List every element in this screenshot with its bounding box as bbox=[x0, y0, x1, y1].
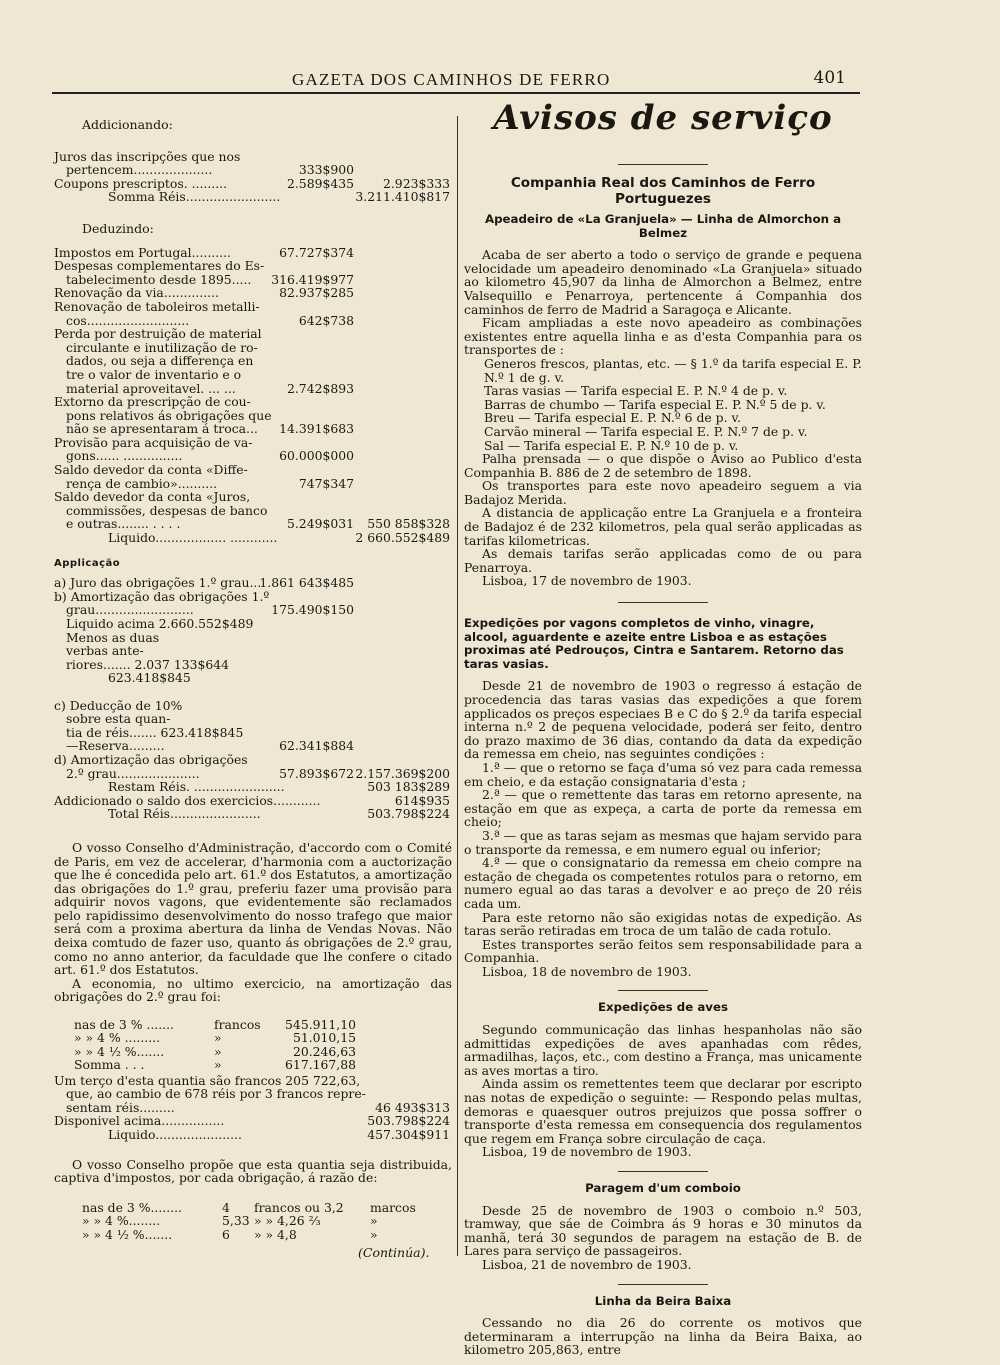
dist-francos: 4 bbox=[222, 1199, 230, 1215]
ledger-value: 316.419$977 bbox=[271, 271, 354, 287]
ledger-label: grau......................... bbox=[66, 602, 194, 618]
date-line: Lisboa, 17 de novembro de 1903. bbox=[482, 573, 692, 589]
paragraph: As demais tarifas serão applicadas como de ou para Penarroya. bbox=[464, 546, 862, 575]
conditions-list bbox=[464, 761, 862, 911]
addicionando-ledger bbox=[54, 150, 452, 204]
ledger-label: material aproveitavel. ... ... bbox=[66, 380, 236, 396]
right-column bbox=[464, 98, 862, 1358]
ledger-row bbox=[54, 531, 452, 545]
ledger-total: 2.157.369$200 bbox=[355, 765, 450, 781]
ledger-label: 623.418$845 bbox=[108, 670, 191, 686]
ledger-row bbox=[54, 685, 452, 699]
notice-heading: Paragem d'um comboio bbox=[585, 1181, 741, 1195]
economy-amount: 51.010,15 bbox=[292, 1030, 356, 1046]
dist-francos: 6 bbox=[222, 1226, 230, 1242]
ledger-row bbox=[54, 1128, 452, 1142]
ledger-label: Um terço d'esta quantia são francos 205 722,63, bbox=[54, 1072, 361, 1088]
paragraph: Os transportes para este novo apeadeiro seguem a via Badajoz Merida. bbox=[464, 478, 862, 507]
ledger-label: tia de réis....... 623.418$845 bbox=[66, 724, 244, 740]
economy-currency: » bbox=[214, 1043, 222, 1059]
ledger-value: 5.249$031 bbox=[286, 516, 354, 532]
ledger-row bbox=[54, 739, 452, 753]
dist-rate: » » 4 %........ bbox=[82, 1213, 161, 1229]
short-rule bbox=[618, 1284, 708, 1285]
ledger-value: 2.589$435 bbox=[286, 175, 354, 191]
ledger-label: cos.......................... bbox=[66, 312, 190, 328]
economy-currency: » bbox=[214, 1057, 222, 1073]
economy-currency: francos bbox=[214, 1017, 261, 1033]
short-rule bbox=[618, 602, 708, 603]
ledger-label: Extorno da prescripção de cou- bbox=[54, 394, 251, 410]
ledger-value: 82.937$285 bbox=[279, 285, 354, 301]
ledger-row bbox=[54, 259, 452, 273]
ledger-row bbox=[54, 436, 452, 450]
ledger-label: Despesas complementares do Es- bbox=[54, 258, 265, 274]
ledger-label: Menos as duas bbox=[66, 629, 160, 645]
ledger-row bbox=[54, 603, 452, 617]
economy-rate: nas de 3 % ....... bbox=[74, 1017, 174, 1033]
dist-unit: » bbox=[370, 1213, 378, 1229]
ledger-total: 2 660.552$489 bbox=[355, 530, 450, 546]
notice-heading: Expedições por vagons completos de vinho, vinagre, alcool, aguardente e azeite entre Lisboa e as estações proximas até Pedrouços, Cintra e Santarem. Retorno das taras vasias. bbox=[464, 616, 844, 671]
dist-rate: nas de 3 %........ bbox=[82, 1199, 182, 1215]
page-header bbox=[52, 68, 860, 94]
ledger-row bbox=[54, 395, 452, 409]
tariff-item: Carvão mineral — Tarifa especial E. P. N.º 7 de p. v. bbox=[484, 423, 808, 439]
ledger-label: Saldo devedor da conta «Diffe- bbox=[54, 462, 248, 478]
ledger-label: Renovação da via.............. bbox=[54, 285, 219, 301]
deduzindo-heading: Deduzindo: bbox=[82, 220, 154, 236]
ledger-row bbox=[54, 767, 452, 781]
ledger-total: 550 858$328 bbox=[367, 516, 450, 532]
ledger-label: Liquido...................... bbox=[108, 1126, 242, 1142]
ledger-label: Restam Réis. ....................... bbox=[108, 779, 285, 795]
company-heading: Companhia Real dos Caminhos de Ferro Portuguezes bbox=[510, 175, 816, 207]
section-masthead: Avisos de serviço bbox=[493, 98, 833, 138]
ledger-row bbox=[54, 807, 452, 821]
ledger-label: sentam réis......... bbox=[66, 1099, 175, 1115]
ledger-label: que, ao cambio de 678 réis por 3 francos repre- bbox=[66, 1086, 366, 1102]
ledger-row bbox=[54, 341, 452, 355]
notice-heading: Linha da Beira Baixa bbox=[594, 1293, 732, 1308]
table-row bbox=[54, 1201, 452, 1214]
ledger-row bbox=[54, 1087, 452, 1101]
paragraph: Desde 25 de novembro de 1903 o comboio n.º 503, tramway, que sáe de Coimbra ás 9 horas e 30 minutos da manhã, terá 30 segundos de paragem na estação de B. de Lares para serviço de passageiros. bbox=[464, 1202, 862, 1259]
ledger-label: e outras........ . . . . bbox=[66, 516, 181, 532]
economy-amount: 617.167,88 bbox=[285, 1057, 356, 1073]
dist-marcos-value: francos ou 3,2 bbox=[254, 1199, 344, 1215]
conselho-text bbox=[54, 841, 452, 1004]
ledger-label: Disponivel acima................ bbox=[54, 1113, 225, 1129]
short-rule bbox=[618, 990, 708, 991]
ledger-row bbox=[54, 794, 452, 808]
paragraph: Acaba de ser aberto a todo o serviço de grande e pequena velocidade um apeadeiro denominado «La Granjuela» situado ao kilometro 45,907 da linha de Almorchon a Belmez, entre Valsequillo e Penarroya, pertencente á Companhia dos caminhos de ferro de Madrid a Saragoça e Alicante. bbox=[464, 247, 862, 317]
ledger-row bbox=[54, 246, 452, 260]
distribution-table bbox=[54, 1201, 452, 1241]
applicacao-ledger bbox=[54, 576, 452, 821]
ledger-total: 3.211.410$817 bbox=[355, 189, 450, 205]
ledger-row bbox=[54, 780, 452, 794]
ledger-label: c) Deducção de 10% bbox=[54, 697, 183, 713]
ledger-label: sobre esta quan- bbox=[66, 711, 171, 727]
ledger-row bbox=[54, 354, 452, 368]
ledger-label: gons...... ............... bbox=[66, 448, 183, 464]
date-line: Lisboa, 18 de novembro de 1903. bbox=[482, 963, 692, 979]
ledger-row bbox=[54, 644, 452, 658]
paragraph: Cessando no dia 26 do corrente os motivos que determinaram a interrupção na linha da Beira Baixa, ao kilometro 205,863, entre bbox=[464, 1315, 862, 1358]
ledger-row bbox=[54, 699, 452, 713]
dist-francos: 5,33 bbox=[222, 1213, 250, 1229]
ledger-label: Renovação de taboleiros metalli- bbox=[54, 298, 260, 314]
paragraph: Palha prensada — o que dispõe o Aviso ao Publico d'esta Companhia B. 886 de 2 de setembro de 1898. bbox=[464, 451, 862, 480]
notice-body bbox=[464, 1023, 862, 1159]
table-row bbox=[54, 1228, 452, 1241]
ledger-row bbox=[54, 671, 452, 685]
tariff-item: Taras vasias — Tarifa especial E. P. N.º 4 de p. v. bbox=[484, 383, 788, 399]
ledger-row bbox=[54, 314, 452, 328]
ledger-label: b) Amortização das obrigações 1.º bbox=[54, 588, 270, 604]
date-line: Lisboa, 19 de novembro de 1903. bbox=[482, 1144, 692, 1160]
ledger-label: tre o valor de inventario e o bbox=[66, 366, 242, 382]
ledger-label: Impostos em Portugal.......... bbox=[54, 244, 231, 260]
ledger-row bbox=[54, 1074, 452, 1088]
ledger-label: 2.º grau..................... bbox=[66, 765, 200, 781]
ledger-label: Addicionado o saldo dos exercicios............ bbox=[54, 792, 321, 808]
economy-rate: » » 4 ½ %....... bbox=[74, 1043, 165, 1059]
ledger-row bbox=[54, 422, 452, 436]
dist-unit: marcos bbox=[370, 1199, 416, 1215]
ledger-row bbox=[54, 1114, 452, 1128]
ledger-row bbox=[54, 658, 452, 672]
condition-item: 1.ª — que o retorno se faça d'uma só vez para cada remessa em cheio, e da estação consignataria d'esta ; bbox=[464, 759, 862, 789]
paragraph: A distancia de applicação entre La Granjuela e a fronteira de Badajoz é de 232 kilometros, pela qual serão applicadas as tarifas kilometricas. bbox=[464, 505, 862, 548]
ledger-label: Saldo devedor da conta «Juros, bbox=[54, 489, 251, 505]
tariff-item: Breu — Tarifa especial E. P. N.º 6 de p. v. bbox=[484, 410, 741, 426]
ledger-value: 175.490$150 bbox=[271, 602, 354, 618]
ledger-label: Perda por destruição de material bbox=[54, 326, 262, 342]
paragraph: Desde 21 de novembro de 1903 o regresso á estação de procedencia das taras vasias das expedições a que forem applicados os preços especiaes B e C do § 2.º da tarifa especial interna n.º 2 de pequena velocidade, poderá ser feito, dentro do prazo maximo de 36 dias, contando da data da expedição da remessa em cheio, nas seguintes condições : bbox=[464, 678, 862, 762]
ledger-row bbox=[54, 504, 452, 518]
notice-body bbox=[464, 248, 862, 588]
ledger-value: 60.000$000 bbox=[279, 448, 354, 464]
ledger-label: dados, ou seja a differença en bbox=[66, 353, 254, 369]
ledger-label: rença de cambio».......... bbox=[66, 475, 218, 491]
dist-marcos-value: » » 4,26 ⅔ bbox=[254, 1213, 321, 1229]
economy-rate: » » 4 % ......... bbox=[74, 1030, 161, 1046]
paragraph: A economia, no ultimo exercicio, na amortização das obrigações do 2.º grau foi: bbox=[54, 975, 452, 1005]
notice-body bbox=[464, 679, 862, 978]
paragraph: Ficam ampliadas a este novo apeadeiro as combinações existentes entre aquella linha e as d'esta Companhia para os transportes de : bbox=[464, 315, 862, 358]
tariff-item: Sal — Tarifa especial E. P. N.º 10 de p. v. bbox=[484, 437, 739, 453]
ledger-row bbox=[54, 300, 452, 314]
paragraph: O vosso Conselho d'Administração, d'accordo com o Comité de Paris, em vez de accelerar, d'harmonia com a auctorização que lhe é concedida pelo art. 61.º dos Estatutos, a amortização das obrigações do 1.º grau, preferiu fazer uma provisão para adquirir novos vagons, que evidentemente são reclamados pelo rapidissimo desenvolvimento do nosso trafego que maior será com a proxima abertura da linha de Vendas Novas. Não deixa comtudo de fazer uso, quanto ás obrigações de 2.º grau, como no anno anterior, da faculdade que lhe confere o citado art. 61.º dos Estatutos. bbox=[54, 839, 452, 978]
ledger-row bbox=[54, 576, 452, 590]
page-number: 401 bbox=[813, 68, 846, 88]
column-divider bbox=[457, 116, 458, 1256]
ledger-row bbox=[54, 712, 452, 726]
economy-amount: 20.246,63 bbox=[292, 1043, 356, 1059]
dist-unit: » bbox=[370, 1226, 378, 1242]
condition-item: 3.ª — que as taras sejam as mesmas que hajam servido para o transporte da remessa, e em numero egual ou inferior; bbox=[464, 827, 862, 857]
ledger-row bbox=[54, 449, 452, 463]
ledger-value: 62.341$884 bbox=[279, 738, 354, 754]
paragraph: Estes transportes serão feitos sem responsabilidade para a Companhia. bbox=[464, 936, 862, 966]
ledger-label: Somma Réis........................ bbox=[108, 189, 281, 205]
ledger-total: 614$935 bbox=[394, 792, 450, 808]
ledger-row bbox=[54, 477, 452, 491]
economy-rate: Somma . . . bbox=[74, 1057, 145, 1073]
ledger-row bbox=[54, 517, 452, 531]
ledger-label: d) Amortização das obrigações bbox=[54, 751, 248, 767]
paragraph: O vosso Conselho propõe que esta quantia seja distribuida, captiva d'impostos, por cada obrigação, á razão de: bbox=[54, 1156, 452, 1186]
table-row bbox=[54, 1018, 452, 1031]
ledger-total: 46 493$313 bbox=[375, 1099, 450, 1115]
ledger-value: 67.727$374 bbox=[279, 244, 354, 260]
ledger-label: pons relativos ás obrigações que bbox=[66, 407, 272, 423]
journal-title: GAZETA DOS CAMINHOS DE FERRO bbox=[292, 70, 611, 89]
ledger-row bbox=[54, 177, 452, 191]
notice-body bbox=[464, 1204, 862, 1272]
table-row bbox=[54, 1214, 452, 1227]
ledger-row bbox=[54, 726, 452, 740]
ledger-row bbox=[54, 273, 452, 287]
table-row bbox=[54, 1045, 452, 1058]
ledger-label: não se apresentaram á troca... bbox=[66, 421, 258, 437]
ledger-value: 57.893$672 bbox=[279, 765, 354, 781]
paragraph: Para este retorno não são exigidas notas de expedição. As taras serão retiradas em troca de um talão de cada rotulo. bbox=[464, 909, 862, 939]
economy-table bbox=[54, 1018, 452, 1072]
ledger-label: a) Juro das obrigações 1.º grau... bbox=[54, 575, 262, 591]
tariff-item: Barras de chumbo — Tarifa especial E. P. N.º 5 de p. v. bbox=[484, 396, 826, 412]
ledger-label: Juros das inscripções que nos bbox=[54, 148, 241, 164]
deduzindo-ledger bbox=[54, 246, 452, 545]
condition-item: 4.ª — que o consignatario da remessa em cheio compre na estação de chegada os competentes rotulos para o retorno, em numero egual ao das taras a devolver e ao preço de 20 réis cada um. bbox=[464, 855, 862, 911]
dist-marcos-value: » » 4,8 bbox=[254, 1226, 297, 1242]
ledger-row bbox=[54, 163, 452, 177]
addicionando-heading: Addicionando: bbox=[82, 117, 173, 132]
ledger-total: 503.798$224 bbox=[367, 806, 450, 822]
economy-amount: 545.911,10 bbox=[285, 1017, 356, 1033]
ledger-row bbox=[54, 150, 452, 164]
ledger-row bbox=[54, 463, 452, 477]
ledger-row bbox=[54, 286, 452, 300]
ledger-row bbox=[54, 617, 452, 631]
ledger-row bbox=[54, 382, 452, 396]
tariff-list bbox=[464, 357, 862, 452]
continua-note: (Continúa). bbox=[358, 1245, 430, 1260]
ledger-row bbox=[54, 190, 452, 204]
ledger-label: riores....... 2.037 133$644 bbox=[66, 656, 230, 672]
tariff-item: Generos frescos, plantas, etc. — § 1.º da tarifa especial E. P. N.º 1 de g. v. bbox=[484, 355, 862, 385]
ledger-label: pertencem.................... bbox=[66, 162, 213, 178]
ledger-row bbox=[54, 368, 452, 382]
ledger-label: Total Réis....................... bbox=[108, 806, 261, 822]
dist-rate: » » 4 ½ %....... bbox=[82, 1226, 173, 1242]
ledger-value: 747$347 bbox=[298, 475, 354, 491]
ledger-label: —Reserva......... bbox=[66, 738, 165, 754]
ledger-row bbox=[54, 327, 452, 341]
ledger-label: Liquido acima 2.660.552$489 bbox=[66, 616, 254, 631]
ledger-label: tabelecimento desde 1895..... bbox=[66, 271, 252, 287]
ledger-label: Coupons prescriptos. ......... bbox=[54, 175, 228, 191]
notice-heading: Expedições de aves bbox=[597, 1000, 729, 1015]
notice-heading: Apeadeiro de «La Granjuela» — Linha de Almorchon a Belmez bbox=[484, 212, 842, 240]
table-row bbox=[54, 1058, 452, 1071]
economy-currency: » bbox=[214, 1030, 222, 1046]
ledger-label: commissões, despesas de banco bbox=[66, 502, 268, 518]
ledger-row bbox=[54, 631, 452, 645]
proposal-text bbox=[54, 1158, 452, 1185]
date-line: Lisboa, 21 de novembro de 1903. bbox=[482, 1256, 692, 1272]
ledger-total: 457.304$911 bbox=[367, 1126, 450, 1142]
notice-body bbox=[464, 1316, 862, 1357]
ledger-value: 2.742$893 bbox=[286, 380, 354, 396]
short-rule bbox=[618, 1171, 708, 1172]
ledger-label: circulante e inutilização de ro- bbox=[66, 339, 258, 355]
ledger-label: verbas ante- bbox=[66, 643, 144, 659]
ledger-row bbox=[54, 490, 452, 504]
terco-ledger bbox=[54, 1074, 452, 1142]
ledger-total: 503.798$224 bbox=[367, 1113, 450, 1129]
ledger-row bbox=[54, 590, 452, 604]
ledger-row bbox=[54, 409, 452, 423]
ledger-total: 2.923$333 bbox=[382, 175, 450, 191]
ledger-row bbox=[54, 1101, 452, 1115]
table-row bbox=[54, 1031, 452, 1044]
paragraph: Ainda assim os remettentes teem que declarar por escripto nas notas de expedição o seguinte: — Respondo pelas multas, demoras e quaesquer outros prejuizos que possa soffrer o transporte d'esta remessa em consequencia dos regulamentos que regem em França sobre circulação de caça. bbox=[464, 1076, 862, 1146]
ledger-value: 14.391$683 bbox=[279, 421, 354, 437]
condition-item: 2.ª — que o remettente das taras em retorno apresente, na estação em que as expeça, a carta de porte da remessa em cheio; bbox=[464, 787, 862, 830]
ledger-label: Liquido.................. ............ bbox=[108, 530, 278, 546]
ledger-label: Provisão para acquisição de va- bbox=[54, 434, 253, 450]
short-rule bbox=[618, 164, 708, 165]
paragraph: Segundo communicação das linhas hespanholas não são admittidas expedições de aves apanhadas com rêdes, armadilhas, laços, etc., com destino a França, mas unicamente as aves mortas a tiro. bbox=[464, 1022, 862, 1078]
ledger-value: 1.861 643$485 bbox=[259, 575, 354, 591]
ledger-total: 503 183$289 bbox=[367, 779, 450, 795]
ledger-value: 333$900 bbox=[298, 162, 354, 178]
ledger-row bbox=[54, 753, 452, 767]
ledger-value: 642$738 bbox=[298, 312, 354, 328]
applicacao-heading: Applicação bbox=[54, 557, 121, 569]
left-column bbox=[54, 112, 452, 1241]
